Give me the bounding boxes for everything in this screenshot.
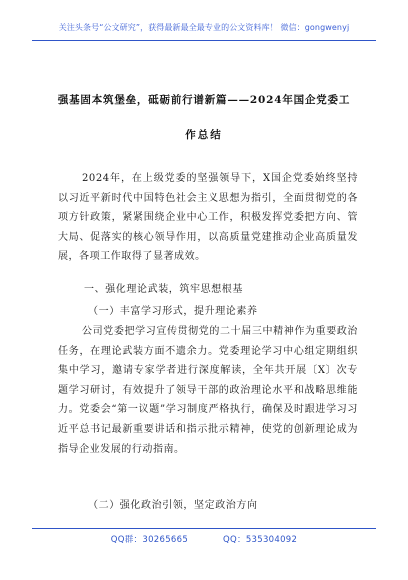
intro-paragraph: 2024年，在上级党委的坚强领导下，X国企党委始终坚持以习近平新时代中国特色社会主义思想为指引，全面贯彻党的各项方针政策，紧紧围绕企业中心工作，积极发挥党委把方向、管大局、促落实的核心领导作用，以高质量党建推动企业高质量发展，各项工作取得了显著成效。 (58, 173, 358, 263)
header-banner: 关注头条号“公文研究”，获得最新最全最专业的公文资料库！ 微信：gongwenyj (58, 23, 350, 32)
subsection-heading-1: （一）丰富学习形式，提升理论素养 (88, 306, 258, 317)
header-divider (32, 40, 376, 41)
footer-qq: QQ：535304092 (223, 535, 298, 545)
document-title-line2: 作总结 (185, 129, 223, 141)
section-heading-1: 一、强化理论武装，筑牢思想根基 (84, 284, 243, 295)
subsection-body-1: 公司党委把学习宣传贯彻党的二十届三中精神作为重要政治任务，在理论武装方面不遗余力。党委理论学习中心组定期组织集中学习，邀请专家学者进行深度解读，全年共开展〔X〕次专题学习研讨，有效提升了领导干部的政治理论水平和战略思维能力。党委会“第一议题”学习制度严格执行，确保及时跟进学习习近平总书记最新重要讲话和指示批示精神，使党的创新理论成为指导企业发展的行动指南。 (58, 326, 358, 455)
document-title-line1: 强基固本筑堡垒，砥砺前行谱新篇——2024年国企党委工 (57, 94, 351, 106)
footer (0, 533, 408, 545)
footer-qq-group: QQ群：30265665 (110, 535, 189, 545)
subsection-heading-2: （二）强化政治引领，坚定政治方向 (88, 500, 258, 511)
footer-divider (32, 528, 376, 529)
